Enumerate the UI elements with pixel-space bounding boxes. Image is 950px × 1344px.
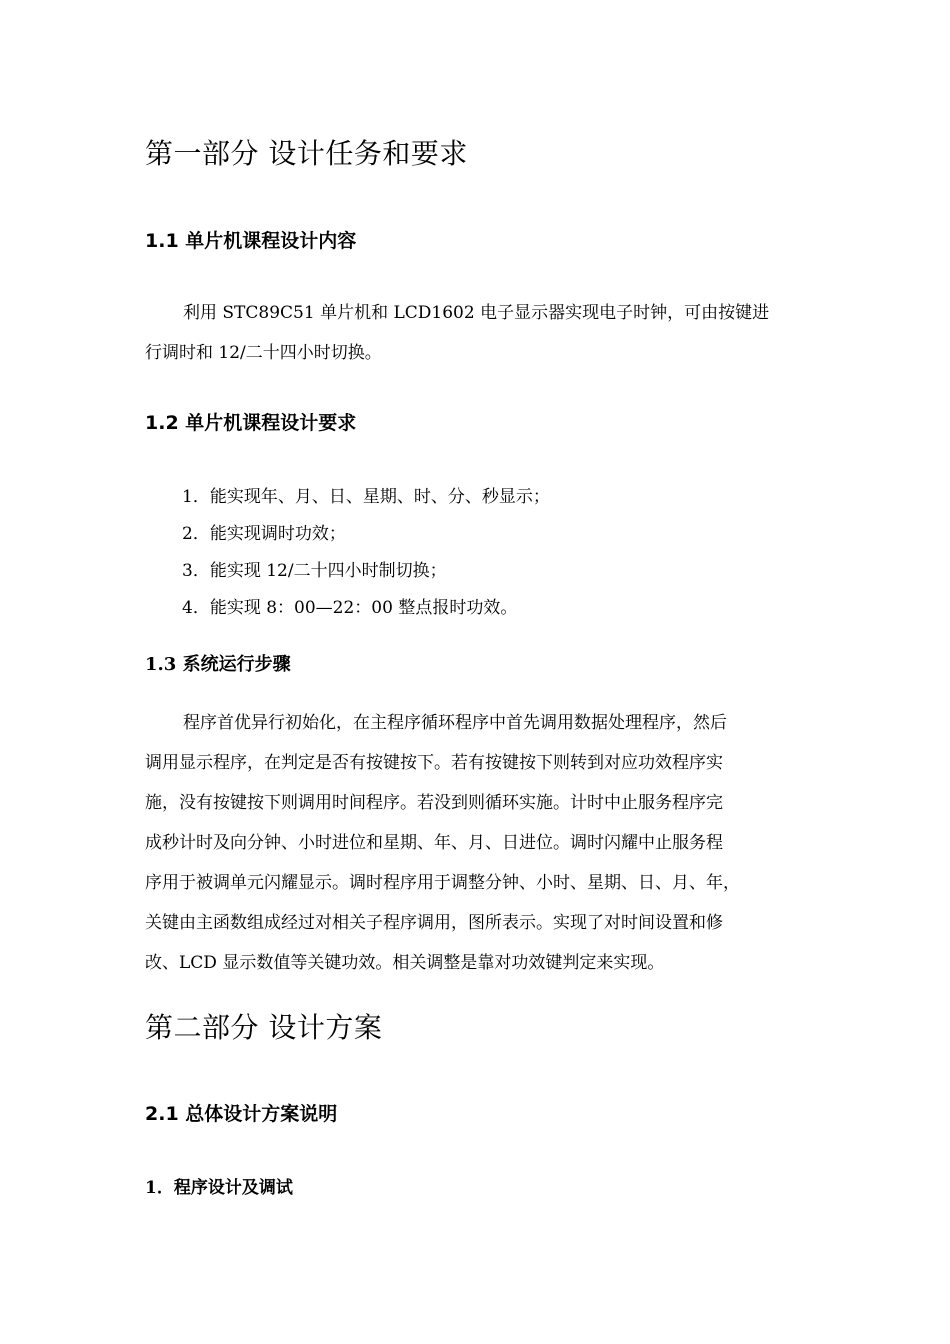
paragraph-line: 序用于被调单元闪耀显示。调时程序用于调整分钟、小时、星期、日、月、年， <box>145 873 740 893</box>
paragraph-line: 程序首优异行初始化，在主程序循环程序中首先调用数据处理程序，然后 <box>183 713 727 733</box>
paragraph-line: 施，没有按键按下则调用时间程序。若没到则循环实施。计时中止服务程序完 <box>145 793 723 813</box>
paragraph-line: 利用 STC89C51 单片机和 LCD1602 电子显示器实现电子时钟，可由按键进 <box>183 303 770 323</box>
section-1-1-heading: 1.1 单片机课程设计内容 <box>145 230 357 252</box>
subsection-heading: 1．程序设计及调试 <box>145 1178 293 1198</box>
list-item: 2．能实现调时功效； <box>182 524 346 544</box>
section-2-1-heading: 2.1 总体设计方案说明 <box>145 1103 338 1125</box>
list-item: 3．能实现 12/二十四小时制切换； <box>182 561 447 581</box>
paragraph-line: 行调时和 12/二十四小时切换。 <box>145 343 382 363</box>
paragraph-line: 成秒计时及向分钟、小时进位和星期、年、月、日进位。调时闪耀中止服务程 <box>145 833 723 853</box>
list-item: 4．能实现 8：00—22：00 整点报时功效。 <box>182 598 518 618</box>
part1-title: 第一部分 设计任务和要求 <box>145 137 468 170</box>
section-1-2-heading: 1.2 单片机课程设计要求 <box>145 412 357 434</box>
paragraph-line: 改、LCD 显示数值等关键功效。相关调整是靠对功效键判定来实现。 <box>145 953 665 973</box>
paragraph-line: 调用显示程序，在判定是否有按键按下。若有按键按下则转到对应功效程序实 <box>145 753 723 773</box>
list-item: 1．能实现年、月、日、星期、时、分、秒显示； <box>182 487 550 507</box>
section-1-3-heading: 1.3 系统运行步骤 <box>145 654 291 675</box>
part2-title: 第二部分 设计方案 <box>145 1011 383 1044</box>
paragraph-line: 关键由主函数组成经过对相关子程序调用，图所表示。实现了对时间设置和修 <box>145 913 723 933</box>
